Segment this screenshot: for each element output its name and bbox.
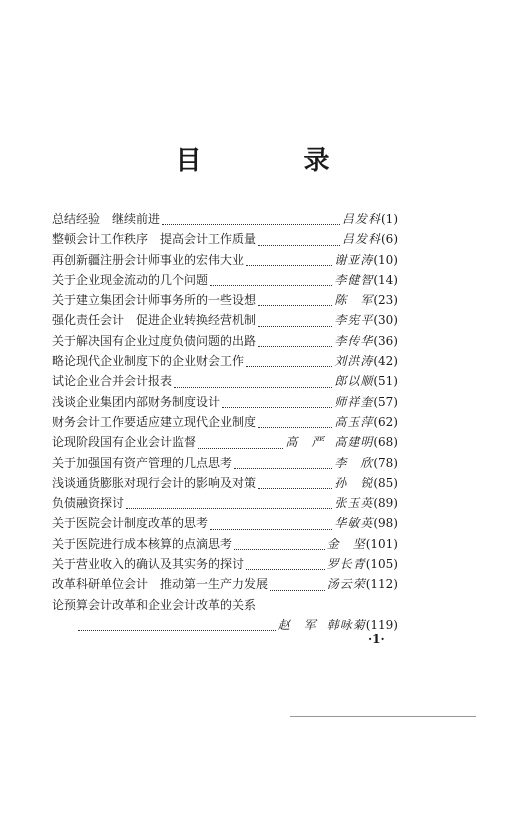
entry-page: (57) [373, 394, 398, 409]
toc-entry-continuation [52, 615, 398, 635]
entry-page: (112) [365, 577, 398, 592]
toc-entry [52, 310, 398, 330]
entry-title: 总结经验 继续前进 [52, 212, 161, 226]
entry-page: (89) [373, 496, 398, 511]
entry-title: 略论现代企业制度下的企业财会工作 [52, 354, 245, 369]
leader-dots [258, 292, 332, 306]
toc-entry [52, 371, 398, 391]
entry-author: 高玉萍 [334, 414, 374, 429]
toc-entry [52, 392, 398, 412]
toc-entry [52, 534, 398, 554]
entry-title: 负债融资探讨 [52, 496, 125, 511]
entry-page: (101) [365, 536, 398, 551]
entry-author: 师祥奎 [334, 394, 374, 409]
entry-author: 罗长青 [326, 557, 366, 572]
entry-title: 关于企业现金流动的几个问题 [52, 272, 209, 287]
entry-page: (62) [373, 414, 398, 429]
toc-entry [52, 453, 398, 473]
leader-dots [234, 455, 332, 469]
entry-coauthor: 高 严 [285, 435, 325, 450]
leader-dots [174, 374, 332, 388]
leader-dots [270, 577, 325, 591]
toc-entry [52, 412, 398, 432]
entry-title: 关于医院会计制度改革的思考 [52, 516, 209, 531]
leader-dots [246, 556, 325, 570]
entry-page: (36) [373, 333, 398, 348]
entry-author: 陈 军 [334, 293, 374, 308]
entry-author: 李健智 [334, 272, 374, 287]
entry-page: (51) [373, 374, 398, 389]
entry-page: (68) [373, 435, 398, 450]
leader-dots [234, 536, 325, 550]
toc-entry [52, 331, 398, 351]
leader-dots [258, 313, 332, 327]
toc-entry [52, 513, 398, 533]
entry-author: 张玉英 [334, 496, 374, 511]
leader-dots [246, 353, 332, 367]
entry-author: 高建明 [334, 435, 374, 450]
entry-title: 关于医院进行成本核算的点滴思考 [52, 536, 233, 551]
entry-page: (10) [373, 252, 398, 267]
entry-title: 论现阶段国有企业会计监督 [52, 435, 197, 450]
entry-author: 谢亚涛 [334, 252, 374, 267]
page-title: 目 录 [175, 146, 368, 176]
entry-author: 汤云荣 [326, 577, 366, 592]
toc-entry [52, 554, 398, 574]
toc-entry [52, 351, 398, 371]
entry-author: 吕发科 [341, 212, 381, 226]
leader-dots [222, 394, 332, 408]
entry-page: (30) [373, 313, 398, 328]
leader-dots [258, 414, 332, 428]
bottom-rule [290, 716, 476, 717]
entry-author: 刘洪涛 [334, 354, 374, 369]
entry-page: (6) [381, 232, 398, 247]
toc-entry [52, 229, 398, 249]
leader-dots [198, 435, 283, 449]
leader-dots [78, 617, 276, 631]
toc-entry [52, 595, 398, 615]
entry-author: 韩咏菊 [326, 617, 366, 632]
entry-title: 关于营业收入的确认及其实务的探讨 [52, 557, 245, 572]
toc-entry [52, 493, 398, 513]
toc-entry [52, 432, 398, 452]
toc-entry [52, 574, 398, 594]
entry-title: 强化责任会计 促进企业转换经营机制 [52, 313, 257, 328]
entry-page: (98) [373, 516, 398, 531]
table-of-contents [52, 209, 398, 635]
entry-author: 孙 锐 [334, 475, 374, 490]
entry-title: 论预算会计改革和企业会计改革的关系 [52, 597, 257, 612]
toc-entry [52, 209, 398, 229]
entry-author: 吕发科 [341, 232, 381, 247]
entry-title: 整顿会计工作秩序 提高会计工作质量 [52, 232, 257, 247]
entry-author: 李宪平 [334, 313, 374, 328]
page-number: ·1· [368, 632, 385, 646]
entry-title: 浅谈通货膨胀对现行会计的影响及对策 [52, 475, 257, 490]
entry-page: (42) [373, 354, 398, 369]
leader-dots [258, 475, 332, 489]
entry-author: 金 坚 [326, 536, 366, 551]
entry-title: 关于建立集团会计师事务所的一些设想 [52, 293, 257, 308]
entry-page: (78) [373, 455, 398, 470]
entry-page: (105) [365, 557, 398, 572]
entry-author: 郎以顺 [334, 374, 374, 389]
entry-title: 财务会计工作要适应建立现代企业制度 [52, 414, 257, 429]
leader-dots [210, 272, 332, 286]
entry-title: 改革科研单位会计 推动第一生产力发展 [52, 577, 269, 592]
toc-entry [52, 473, 398, 493]
entry-author: 李 欣 [334, 455, 374, 470]
leader-dots [210, 516, 332, 530]
entry-page: (119) [365, 617, 398, 632]
entry-author: 李传华 [334, 333, 374, 348]
entry-title: 关于加强国有资产管理的几点思考 [52, 455, 233, 470]
toc-entry [52, 290, 398, 310]
entry-coauthor: 赵 军 [277, 617, 317, 632]
leader-dots [258, 232, 340, 246]
entry-title: 试论企业合并会计报表 [52, 374, 173, 389]
entry-page: (23) [373, 293, 398, 308]
toc-entry [52, 250, 398, 270]
entry-page: (85) [373, 475, 398, 490]
entry-author: 华敏英 [334, 516, 374, 531]
entry-page: (14) [373, 272, 398, 287]
leader-dots [258, 333, 332, 347]
toc-entry [52, 270, 398, 290]
leader-dots [126, 495, 332, 509]
entry-title: 浅谈企业集团内部财务制度设计 [52, 394, 221, 409]
entry-title: 关于解决国有企业过度负债问题的出路 [52, 333, 257, 348]
entry-page: (1) [381, 212, 398, 226]
leader-dots [162, 211, 340, 225]
leader-dots [246, 252, 332, 266]
entry-title: 再创新疆注册会计师事业的宏伟大业 [52, 252, 245, 267]
